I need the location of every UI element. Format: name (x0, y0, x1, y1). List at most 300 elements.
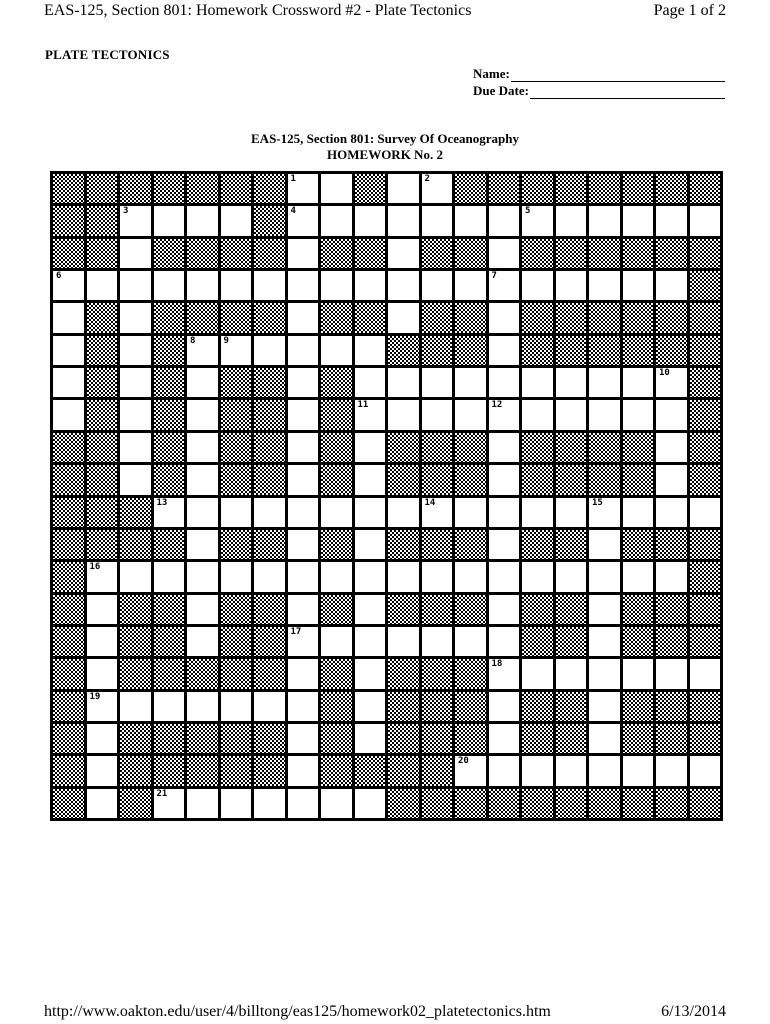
crossword-cell[interactable] (556, 400, 587, 429)
student-fields (473, 65, 725, 99)
crossword-cell[interactable] (455, 206, 486, 235)
crossword-cell[interactable] (556, 659, 587, 688)
crossword-cell[interactable] (623, 368, 654, 397)
crossword-cell[interactable] (489, 627, 520, 656)
crossword-cell[interactable] (288, 627, 319, 656)
crossword-block (690, 336, 721, 365)
crossword-cell[interactable] (422, 400, 453, 429)
crossword-block (656, 724, 687, 753)
crossword-block (254, 595, 285, 624)
crossword-block (388, 756, 419, 785)
clue-number: 18 (491, 659, 503, 670)
clue-number: 20 (458, 756, 469, 767)
crossword-cell[interactable] (656, 498, 687, 527)
crossword-cell[interactable] (656, 756, 687, 785)
crossword-cell[interactable] (455, 271, 486, 300)
clue-number: 15 (592, 497, 603, 508)
crossword-cell[interactable] (154, 789, 185, 818)
crossword-cell[interactable] (388, 368, 419, 397)
crossword-cell[interactable] (87, 659, 118, 688)
crossword-cell[interactable] (489, 368, 520, 397)
crossword-block (522, 303, 553, 332)
crossword-cell[interactable] (422, 174, 453, 203)
crossword-cell[interactable] (690, 756, 721, 785)
crossword-cell[interactable] (522, 368, 553, 397)
crossword-cell[interactable] (288, 789, 319, 818)
clue-number: 6 (56, 271, 62, 282)
crossword-block (321, 595, 352, 624)
crossword-cell[interactable] (187, 789, 218, 818)
crossword-block (656, 239, 687, 268)
crossword-block (589, 433, 620, 462)
crossword-cell[interactable] (489, 724, 520, 753)
crossword-cell[interactable] (288, 724, 319, 753)
crossword-cell[interactable] (589, 756, 620, 785)
crossword-cell[interactable] (690, 659, 721, 688)
crossword-cell[interactable] (187, 692, 218, 721)
crossword-block (522, 789, 553, 818)
crossword-block (690, 239, 721, 268)
crossword-cell[interactable] (455, 562, 486, 591)
crossword-cell[interactable] (422, 498, 453, 527)
crossword-block (154, 239, 185, 268)
crossword-block (522, 336, 553, 365)
crossword-cell[interactable] (589, 692, 620, 721)
crossword-block (221, 303, 252, 332)
crossword-cell[interactable] (187, 562, 218, 591)
crossword-cell[interactable] (187, 336, 218, 365)
crossword-block (53, 239, 84, 268)
crossword-block (355, 756, 386, 785)
crossword-cell[interactable] (589, 271, 620, 300)
crossword-cell[interactable] (556, 498, 587, 527)
clue-number: 13 (156, 497, 168, 508)
crossword-cell[interactable] (187, 368, 218, 397)
crossword-cell[interactable] (321, 562, 352, 591)
crossword-block (187, 724, 218, 753)
crossword-cell[interactable] (120, 433, 151, 462)
crossword-block (221, 756, 252, 785)
crossword-block (690, 692, 721, 721)
crossword-cell[interactable] (656, 465, 687, 494)
crossword-cell[interactable] (355, 271, 386, 300)
crossword-cell[interactable] (690, 206, 721, 235)
clue-number: 14 (424, 497, 436, 508)
crossword-cell[interactable] (254, 692, 285, 721)
crossword-block (53, 756, 84, 785)
crossword-block (254, 368, 285, 397)
crossword-cell[interactable] (288, 303, 319, 332)
crossword-cell[interactable] (154, 562, 185, 591)
crossword-cell[interactable] (120, 271, 151, 300)
crossword-cell[interactable] (489, 465, 520, 494)
crossword-block (556, 303, 587, 332)
crossword-cell[interactable] (187, 530, 218, 559)
crossword-cell[interactable] (589, 400, 620, 429)
crossword-block (87, 206, 118, 235)
crossword-block (690, 465, 721, 494)
crossword-cell[interactable] (254, 498, 285, 527)
crossword-block (120, 756, 151, 785)
crossword-cell[interactable] (355, 465, 386, 494)
crossword-block (154, 400, 185, 429)
crossword-cell[interactable] (288, 400, 319, 429)
crossword-cell[interactable] (690, 498, 721, 527)
crossword-cell[interactable] (53, 303, 84, 332)
crossword-cell[interactable] (422, 562, 453, 591)
crossword-block (522, 465, 553, 494)
crossword-cell[interactable] (489, 206, 520, 235)
crossword-cell[interactable] (288, 498, 319, 527)
crossword-cell[interactable] (187, 400, 218, 429)
crossword-cell[interactable] (623, 562, 654, 591)
page-indicator: Page 1 of 2 (653, 2, 726, 19)
crossword-block (623, 336, 654, 365)
crossword-block (556, 724, 587, 753)
crossword-cell[interactable] (489, 400, 520, 429)
crossword-cell[interactable] (489, 239, 520, 268)
crossword-cell[interactable] (120, 336, 151, 365)
crossword-cell[interactable] (355, 562, 386, 591)
crossword-cell[interactable] (221, 692, 252, 721)
crossword-block (690, 174, 721, 203)
crossword-cell[interactable] (154, 692, 185, 721)
crossword-cell[interactable] (589, 724, 620, 753)
crossword-block (154, 756, 185, 785)
crossword-block (422, 724, 453, 753)
crossword-cell[interactable] (556, 562, 587, 591)
crossword-block (321, 724, 352, 753)
crossword-cell[interactable] (388, 562, 419, 591)
crossword-cell[interactable] (321, 206, 352, 235)
crossword-cell[interactable] (422, 368, 453, 397)
crossword-block (120, 627, 151, 656)
crossword-block (656, 692, 687, 721)
crossword-cell[interactable] (355, 400, 386, 429)
crossword-cell[interactable] (321, 336, 352, 365)
crossword-block (120, 595, 151, 624)
crossword-cell[interactable] (288, 465, 319, 494)
crossword-cell[interactable] (288, 433, 319, 462)
crossword-block (254, 433, 285, 462)
crossword-cell[interactable] (656, 400, 687, 429)
crossword-cell[interactable] (455, 756, 486, 785)
crossword-cell[interactable] (187, 498, 218, 527)
crossword-cell[interactable] (489, 562, 520, 591)
crossword-block (53, 724, 84, 753)
crossword-block (87, 530, 118, 559)
crossword-cell[interactable] (355, 659, 386, 688)
crossword-cell[interactable] (355, 530, 386, 559)
crossword-cell[interactable] (388, 206, 419, 235)
crossword-cell[interactable] (87, 789, 118, 818)
crossword-cell[interactable] (589, 562, 620, 591)
crossword-cell[interactable] (455, 368, 486, 397)
crossword-cell[interactable] (489, 659, 520, 688)
crossword-cell[interactable] (288, 530, 319, 559)
crossword-cell[interactable] (288, 562, 319, 591)
crossword-block (422, 303, 453, 332)
crossword-cell[interactable] (254, 271, 285, 300)
crossword-cell[interactable] (455, 498, 486, 527)
clue-number: 1 (290, 174, 296, 184)
crossword-cell[interactable] (589, 368, 620, 397)
crossword-block (623, 789, 654, 818)
crossword-cell[interactable] (187, 465, 218, 494)
crossword-cell[interactable] (288, 692, 319, 721)
crossword-cell[interactable] (623, 271, 654, 300)
crossword-block (355, 303, 386, 332)
crossword-block (221, 433, 252, 462)
crossword-cell[interactable] (221, 789, 252, 818)
crossword-cell[interactable] (120, 206, 151, 235)
crossword-cell[interactable] (522, 271, 553, 300)
crossword-block (154, 530, 185, 559)
crossword-block (623, 627, 654, 656)
crossword-cell[interactable] (288, 239, 319, 268)
crossword-cell[interactable] (623, 206, 654, 235)
crossword-cell[interactable] (388, 627, 419, 656)
crossword-cell[interactable] (589, 627, 620, 656)
crossword-cell[interactable] (53, 368, 84, 397)
crossword-block (388, 789, 419, 818)
crossword-block (522, 692, 553, 721)
crossword-block (53, 465, 84, 494)
crossword-cell[interactable] (321, 789, 352, 818)
crossword-cell[interactable] (489, 498, 520, 527)
crossword-cell[interactable] (288, 174, 319, 203)
crossword-cell[interactable] (120, 239, 151, 268)
crossword-cell[interactable] (388, 174, 419, 203)
crossword-block (556, 336, 587, 365)
crossword-block (321, 465, 352, 494)
crossword-cell[interactable] (422, 627, 453, 656)
clue-number: 9 (223, 335, 229, 346)
crossword-block (623, 433, 654, 462)
crossword-block (87, 368, 118, 397)
crossword-block (53, 562, 84, 591)
crossword-block (120, 530, 151, 559)
crossword-cell[interactable] (254, 562, 285, 591)
crossword-cell[interactable] (87, 692, 118, 721)
clue-number: 11 (357, 400, 369, 411)
crossword-cell[interactable] (623, 498, 654, 527)
crossword-block (154, 595, 185, 624)
crossword-cell[interactable] (656, 368, 687, 397)
crossword-cell[interactable] (656, 271, 687, 300)
crossword-block (87, 336, 118, 365)
crossword-block (556, 789, 587, 818)
crossword-cell[interactable] (522, 562, 553, 591)
crossword-block (656, 336, 687, 365)
crossword-cell[interactable] (87, 724, 118, 753)
crossword-block (120, 724, 151, 753)
crossword-cell[interactable] (489, 595, 520, 624)
crossword-cell[interactable] (589, 498, 620, 527)
crossword-cell[interactable] (489, 433, 520, 462)
crossword-block (53, 174, 84, 203)
crossword-block (254, 724, 285, 753)
crossword-cell[interactable] (355, 498, 386, 527)
crossword-block (254, 659, 285, 688)
crossword-cell[interactable] (522, 659, 553, 688)
crossword-cell[interactable] (355, 724, 386, 753)
crossword-cell[interactable] (455, 627, 486, 656)
crossword-cell[interactable] (254, 789, 285, 818)
crossword-cell[interactable] (187, 271, 218, 300)
crossword-cell[interactable] (321, 498, 352, 527)
crossword-block (53, 789, 84, 818)
crossword-cell[interactable] (388, 400, 419, 429)
crossword-block (388, 692, 419, 721)
crossword-cell[interactable] (355, 789, 386, 818)
crossword-cell[interactable] (288, 659, 319, 688)
crossword-cell[interactable] (422, 271, 453, 300)
clue-number: 10 (659, 368, 670, 379)
crossword-cell[interactable] (489, 303, 520, 332)
crossword-cell[interactable] (589, 595, 620, 624)
crossword-block (522, 627, 553, 656)
crossword-block (589, 239, 620, 268)
crossword-cell[interactable] (87, 562, 118, 591)
crossword-cell[interactable] (321, 174, 352, 203)
crossword-cell[interactable] (489, 692, 520, 721)
crossword-block (589, 336, 620, 365)
crossword-cell[interactable] (489, 756, 520, 785)
crossword-block (623, 174, 654, 203)
crossword-cell[interactable] (589, 659, 620, 688)
crossword-cell[interactable] (53, 336, 84, 365)
crossword-cell[interactable] (355, 368, 386, 397)
crossword-cell[interactable] (87, 595, 118, 624)
crossword-block (53, 659, 84, 688)
crossword-block (422, 595, 453, 624)
crossword-cell[interactable] (87, 271, 118, 300)
crossword-cell[interactable] (120, 465, 151, 494)
crossword-cell[interactable] (656, 562, 687, 591)
crossword-block (321, 433, 352, 462)
clue-number: 2 (424, 174, 430, 184)
crossword-cell[interactable] (221, 498, 252, 527)
crossword-cell[interactable] (87, 756, 118, 785)
crossword-cell[interactable] (187, 595, 218, 624)
crossword-cell[interactable] (656, 206, 687, 235)
crossword-cell[interactable] (288, 271, 319, 300)
crossword-cell[interactable] (388, 303, 419, 332)
crossword-block (355, 239, 386, 268)
crossword-block (455, 595, 486, 624)
crossword-cell[interactable] (321, 627, 352, 656)
crossword-cell[interactable] (221, 336, 252, 365)
crossword-block (254, 465, 285, 494)
crossword-block (53, 530, 84, 559)
crossword-cell[interactable] (623, 756, 654, 785)
crossword-cell[interactable] (522, 206, 553, 235)
crossword-cell[interactable] (254, 336, 285, 365)
crossword-cell[interactable] (154, 206, 185, 235)
crossword-block (589, 465, 620, 494)
crossword-cell[interactable] (355, 433, 386, 462)
crossword-cell[interactable] (187, 206, 218, 235)
crossword-cell[interactable] (355, 206, 386, 235)
crossword-cell[interactable] (154, 271, 185, 300)
crossword-cell[interactable] (388, 239, 419, 268)
crossword-cell[interactable] (288, 206, 319, 235)
crossword-block (422, 692, 453, 721)
crossword-block (221, 400, 252, 429)
crossword-block (87, 239, 118, 268)
crossword-cell[interactable] (355, 627, 386, 656)
crossword-block (623, 530, 654, 559)
crossword-cell[interactable] (422, 206, 453, 235)
crossword-block (690, 530, 721, 559)
crossword-cell[interactable] (288, 595, 319, 624)
crossword-cell[interactable] (455, 400, 486, 429)
crossword-cell[interactable] (489, 530, 520, 559)
crossword-cell[interactable] (522, 400, 553, 429)
crossword-cell[interactable] (120, 692, 151, 721)
crossword-cell[interactable] (489, 271, 520, 300)
crossword-cell[interactable] (154, 498, 185, 527)
crossword-cell[interactable] (187, 627, 218, 656)
crossword-cell[interactable] (656, 433, 687, 462)
crossword-cell[interactable] (522, 498, 553, 527)
crossword-block (556, 465, 587, 494)
crossword-cell[interactable] (221, 206, 252, 235)
crossword-block (154, 368, 185, 397)
crossword-cell[interactable] (355, 336, 386, 365)
crossword-cell[interactable] (556, 368, 587, 397)
crossword-cell[interactable] (388, 271, 419, 300)
crossword-cell[interactable] (87, 627, 118, 656)
crossword-cell[interactable] (556, 756, 587, 785)
crossword-block (690, 368, 721, 397)
crossword-cell[interactable] (53, 271, 84, 300)
crossword-block (422, 465, 453, 494)
crossword-cell[interactable] (288, 336, 319, 365)
crossword-cell[interactable] (120, 400, 151, 429)
crossword-cell[interactable] (623, 659, 654, 688)
crossword-cell[interactable] (656, 659, 687, 688)
crossword-cell[interactable] (623, 400, 654, 429)
crossword-block (53, 498, 84, 527)
crossword-cell[interactable] (120, 562, 151, 591)
crossword-block (355, 174, 386, 203)
crossword-cell[interactable] (556, 271, 587, 300)
clue-number: 21 (156, 788, 168, 799)
crossword-cell[interactable] (221, 562, 252, 591)
crossword-cell[interactable] (221, 271, 252, 300)
crossword-cell[interactable] (288, 756, 319, 785)
crossword-cell[interactable] (321, 271, 352, 300)
crossword-cell[interactable] (589, 530, 620, 559)
crossword-cell[interactable] (355, 595, 386, 624)
crossword-cell[interactable] (489, 336, 520, 365)
crossword-block (556, 174, 587, 203)
crossword-cell[interactable] (53, 400, 84, 429)
crossword-cell[interactable] (589, 206, 620, 235)
crossword-cell[interactable] (288, 368, 319, 397)
crossword-cell[interactable] (388, 498, 419, 527)
crossword-block (489, 174, 520, 203)
crossword-cell[interactable] (187, 433, 218, 462)
crossword-cell[interactable] (522, 756, 553, 785)
crossword-block (455, 659, 486, 688)
crossword-cell[interactable] (556, 206, 587, 235)
crossword-cell[interactable] (120, 368, 151, 397)
crossword-cell[interactable] (355, 692, 386, 721)
crossword-cell[interactable] (120, 303, 151, 332)
